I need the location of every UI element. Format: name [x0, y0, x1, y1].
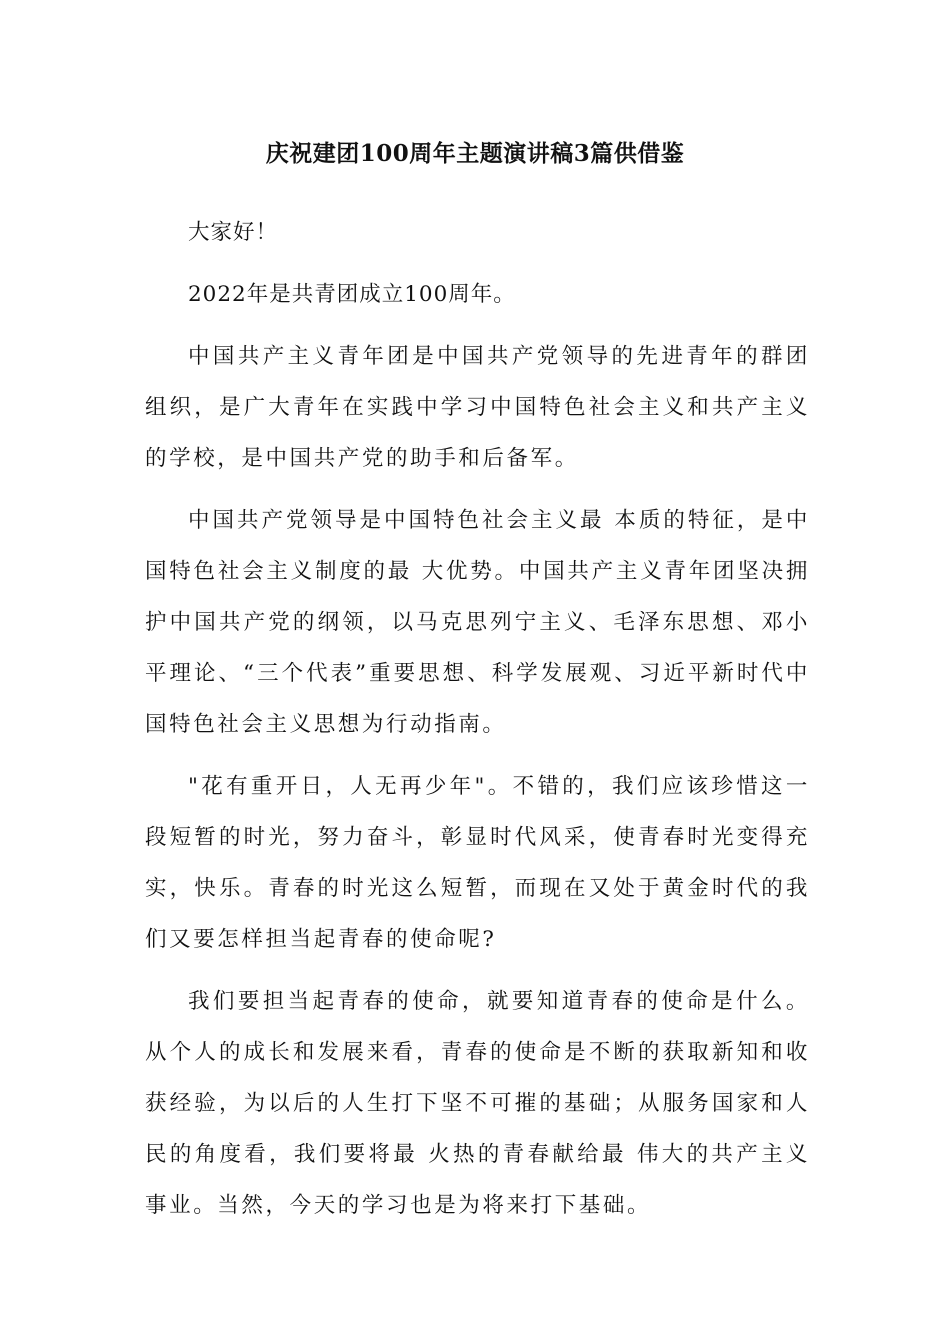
document-body: [145, 207, 810, 1242]
greeting-paragraph: 大家好！: [188, 220, 279, 245]
body-paragraph: 中国共产党领导是中国特色社会主义最 本质的特征，是中国特色社会主义制度的最 大优势。中国共产主义青年团坚决拥护中国共产党的纲领，以马克思列宁主义、毛泽东思想、邓小平理论、“三个代表”重要思想、科学发展观、习近平新时代中国特色社会主义思想为行动指南。: [145, 508, 810, 737]
anniversary-paragraph: 2022年是共青团成立100周年。: [188, 282, 516, 307]
document-title: 庆祝建团100周年主题演讲稿3篇供借鉴: [265, 140, 685, 167]
body-paragraph: 中国共产主义青年团是中国共产党领导的先进青年的群团组织，是广大青年在实践中学习中国特色社会主义和共产主义的学校，是中国共产党的助手和后备军。: [145, 344, 810, 471]
body-paragraph: 我们要担当起青春的使命，就要知道青春的使命是什么。从个人的成长和发展来看，青春的使命是不断的获取新知和收获经验，为以后的人生打下坚不可摧的基础；从服务国家和人民的角度看，我们要将最 火热的青春献给最 伟大的共产主义事业。当然，今天的学习也是为将来打下基础。: [145, 989, 810, 1218]
body-paragraph: "花有重开日，人无再少年"。不错的，我们应该珍惜这一段短暂的时光，努力奋斗，彰显时代风采，使青春时光变得充实，快乐。青春的时光这么短暂，而现在又处于黄金时代的我们又要怎样担当起青春的使命呢?: [145, 774, 810, 952]
